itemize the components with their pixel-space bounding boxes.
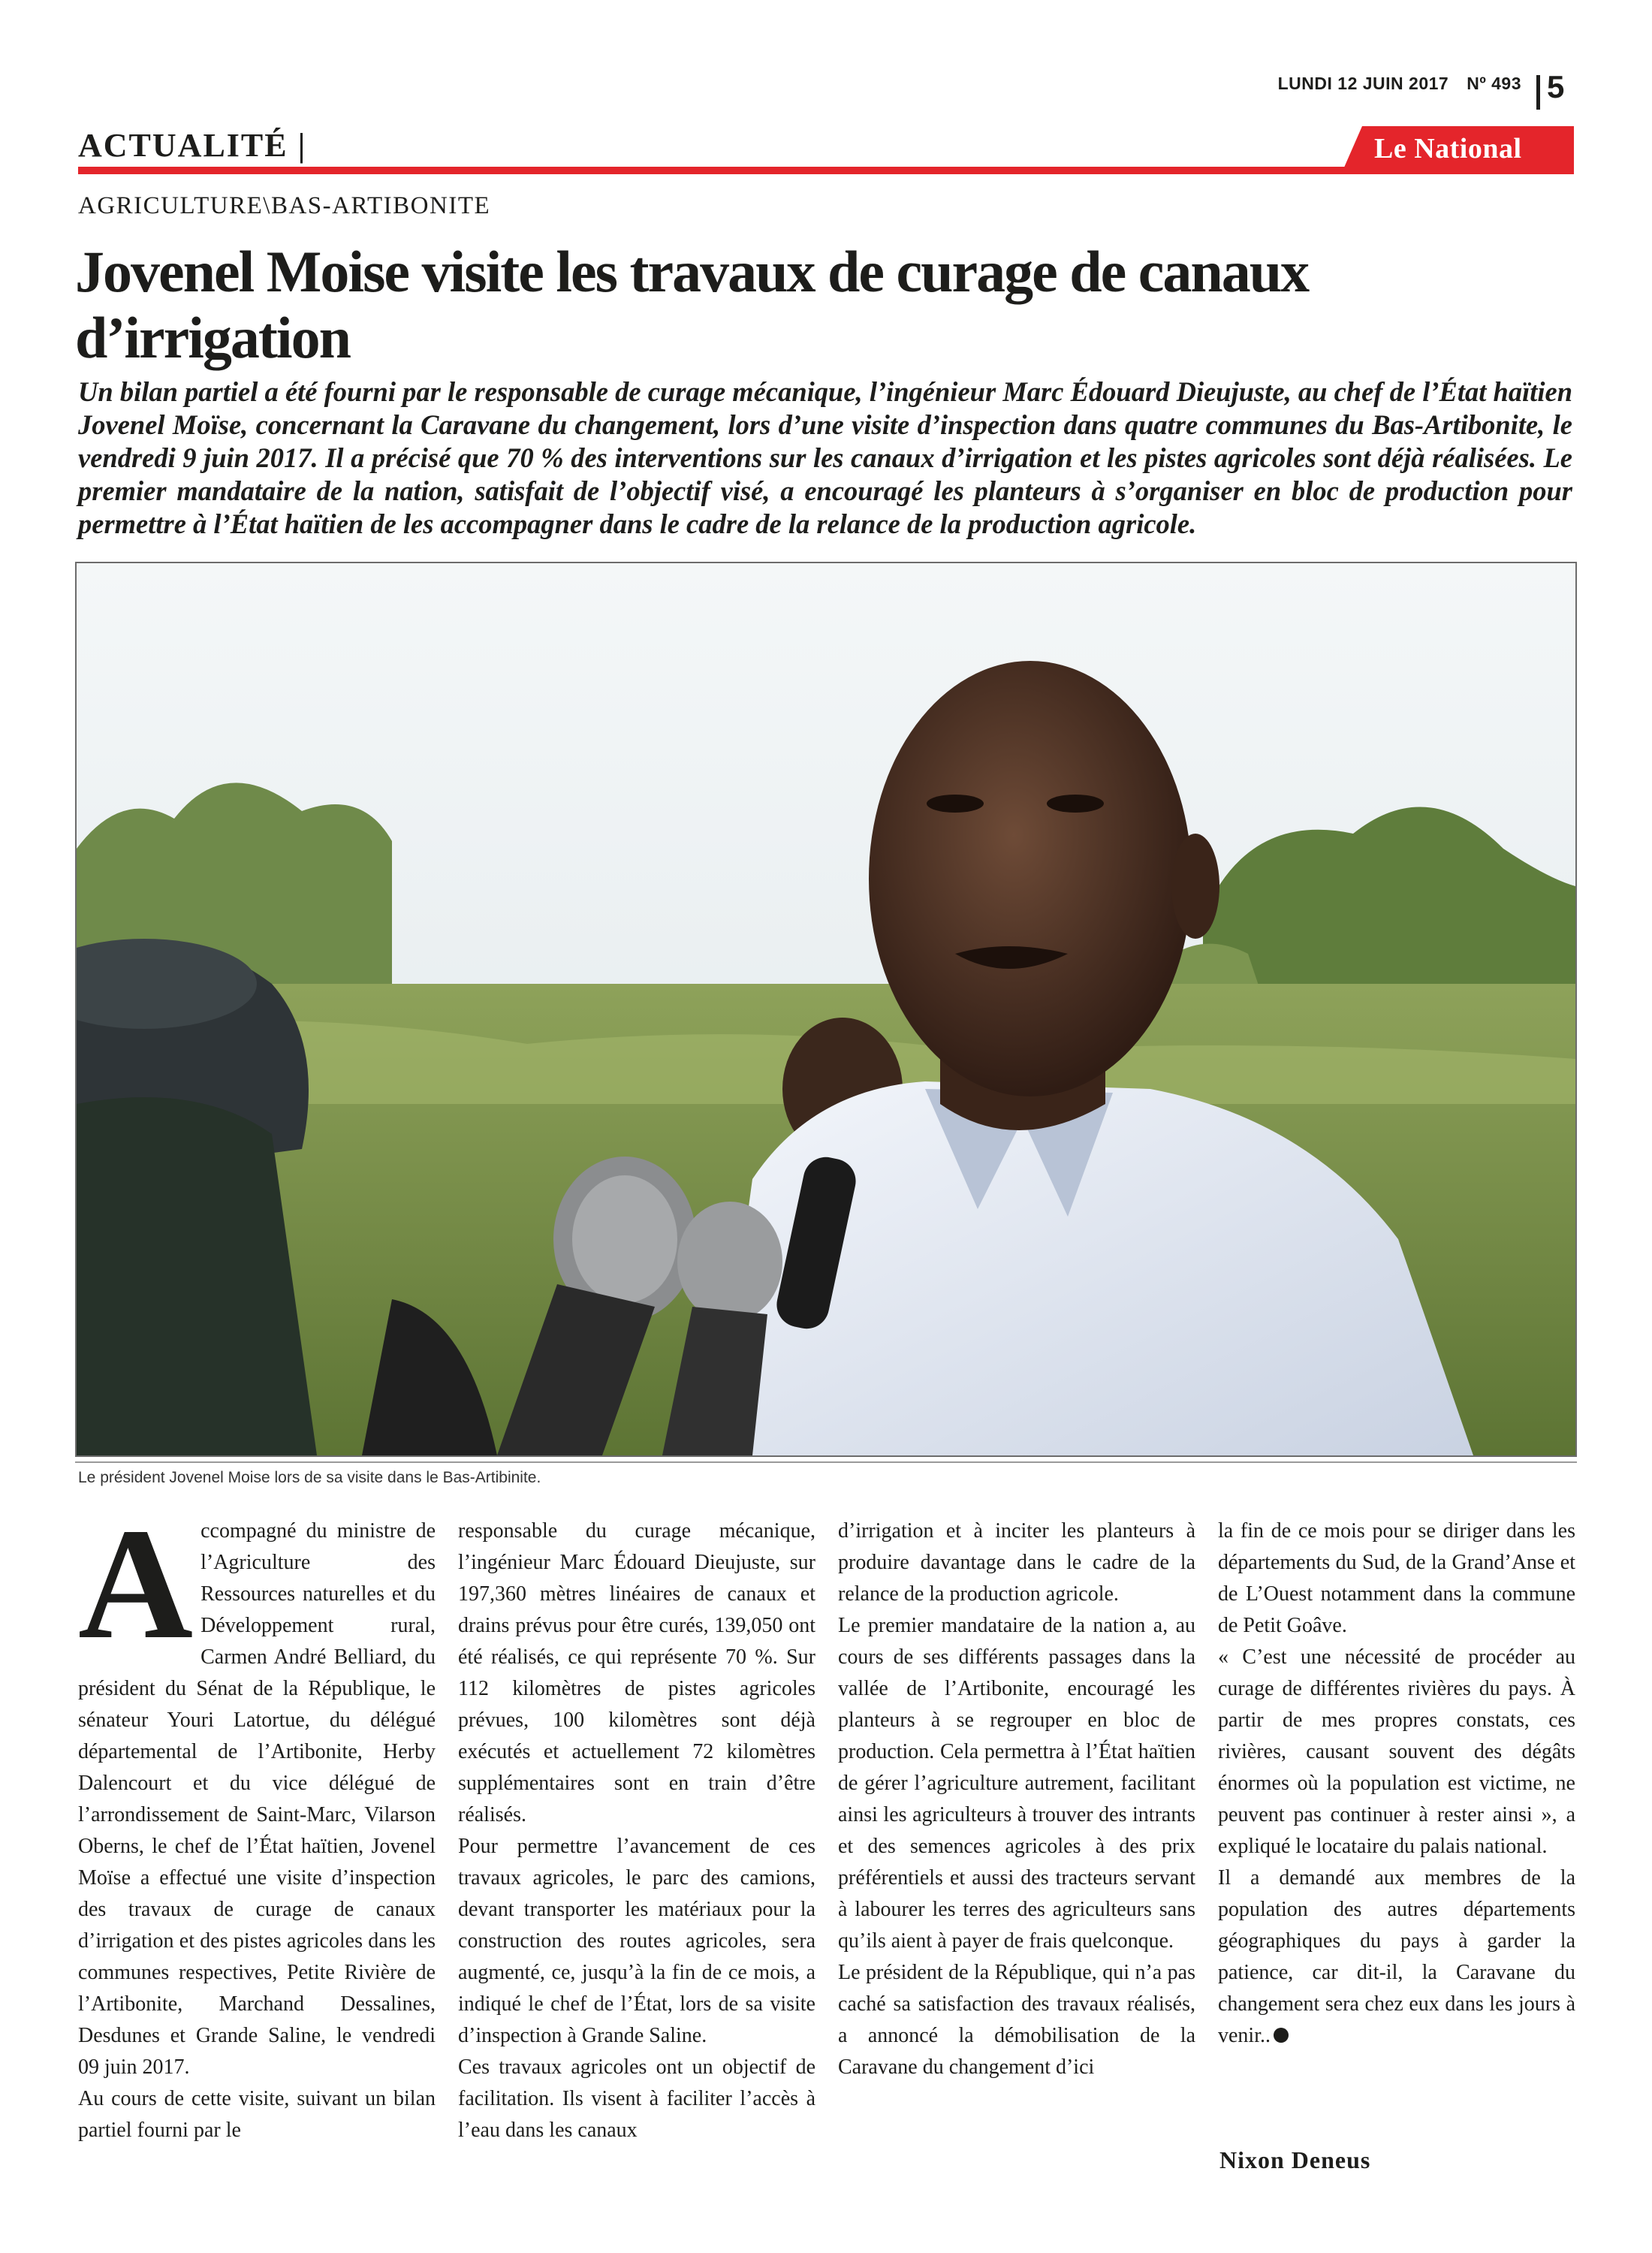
body-paragraph: Pour permettre l’avancement de ces travaux agricoles, le parc des camions, devant transporter les matériaux pour la construction des routes agricoles, sera augmenté, ce, jusqu’à la fin de ce mois, a indiqué le chef de l’État, lors de sa visite d’inspection à Grande Saline. [458, 1835, 815, 2047]
drop-cap: A [78, 1495, 194, 1672]
body-paragraph: « C’est une nécessité de procéder au curage de différentes rivières du pays. À partir de mes propres constats, ces rivières, causant souvent des dégâts énormes où la population est victime, ne peuvent pas continuer à rester ainsi », a expliqué le locataire du palais national. [1218, 1645, 1575, 1858]
body-paragraph: Le premier mandataire de la nation a, au cours de ses différents passages dans la vallée de l’Artibonite, encouragé les planteurs à se regrouper en bloc de production. Cela permettra à l’État haïtien de gérer l’agriculture autrement, facilitant ainsi les agriculteurs à trouver des intrants et des semences agricoles à des prix préférentiels et aussi des tracteurs servant à labourer les terres des agriculteurs sans qu’ils aient à payer de frais quelconque. [838, 1614, 1195, 1953]
body-paragraph: la fin de ce mois pour se diriger dans les départements du Sud, de la Grand’Anse et de L’Ouest notamment dans la commune de Petit Goâve. [1218, 1519, 1575, 1637]
issue-meta [1260, 74, 1521, 94]
article-lede: Un bilan partiel a été fourni par le responsable de curage mécanique, l’ingénieur Marc Édouard Dieujuste, au chef de l’État haïtien Jovenel Moïse, concernant la Caravane du changement, lors d’une visite d’inspection dans quatre communes du Bas-Artibonite, le vendredi 9 juin 2017. Il a précisé que 70 % des interventions sur les canaux d’irrigation et les pistes agricoles sont déjà réalisées. Le premier mandataire de la nation, satisfait de l’objectif visé, a encouragé les planteurs à s’organiser en bloc de production pour permettre à l’État haïtien de les accompagner dans le cadre de la relance de la production agricole. [78, 376, 1572, 539]
issue-number: Nº 493 [1467, 74, 1521, 93]
body-paragraph: responsable du curage mécanique, l’ingénieur Marc Édouard Dieujuste, sur 197,360 mètres linéaires de canaux et drains prévus pour être curés, 139,050 ont été réalisés, ce qui représente 70 %. Sur 112 kilomètres de pistes agricoles prévues, 100 kilomètres sont déjà exécutés et actuellement 72 kilomètres supplémentaires sont en train d’être réalisés. [458, 1519, 815, 1826]
newspaper-brand: Le National [1374, 133, 1522, 164]
article-headline: Jovenel Moise visite les travaux de curage de canaux d’irrigation [75, 239, 1309, 370]
body-paragraph: Ces travaux agricoles ont un objectif de facilitation. Ils visent à faciliter l’accès à l’eau dans les canaux [458, 2055, 815, 2142]
final-paragraph-text: Il a demandé aux membres de la population des autres départements géographiques du pays à garder la patience, car dit-il, la Caravane du changement sera chez eux dans les jours à venir.. [1218, 1866, 1575, 2047]
article-kicker: AGRICULTURE\BAS-ARTIBONITE [78, 192, 491, 219]
article-column-4 [1218, 1516, 1575, 2052]
end-mark-icon [1274, 2028, 1289, 2043]
article-photo [75, 562, 1577, 1457]
body-paragraph-final [1218, 1862, 1575, 2052]
article-column-2 [458, 1516, 815, 2146]
article-column-3 [838, 1516, 1195, 2083]
photo-caption: Le président Jovenel Moise lors de sa visite dans le Bas-Artibinite. [78, 1469, 541, 1486]
body-paragraph: d’irrigation et à inciter les planteurs à produire davantage dans le cadre de la relance de la production agricole. [838, 1519, 1195, 1606]
page-number-divider [1536, 75, 1540, 110]
page-number: 5 [1547, 69, 1565, 104]
body-paragraph: Le président de la République, qui n’a pas caché sa satisfaction des travaux réalisés, a annoncé la démobilisation de la Caravane du changement d’ici [838, 1961, 1195, 2079]
body-paragraph: Au cours de cette visite, suivant un bilan partiel fourni par le [78, 2087, 436, 2142]
caption-divider [75, 1461, 1577, 1463]
article-byline: Nixon Deneus [1219, 2146, 1371, 2173]
section-label: ACTUALITÉ | [78, 127, 307, 164]
body-paragraph: ccompagné du ministre de l’Agriculture des Ressources naturelles et du Développement rural, Carmen André Belliard, du président du Sénat de la République, le sénateur Youri Latortue, du délégué départemental de l’Artibonite, Herby Dalencourt et du vice délégué de l’arrondissement de Saint-Marc, Vilarson Oberns, le chef de l’État haïtien, Jovenel Moïse a effectué une visite d’inspection des travaux de curage de canaux d’irrigation et des pistes agricoles dans les communes respectives, Petite Rivière de l’Artibonite, Marchand Dessalines, Desdunes et Grande Saline, le vendredi 09 juin 2017. [78, 1519, 436, 2079]
issue-date: LUNDI 12 JUIN 2017 [1277, 74, 1449, 93]
article-column-1 [78, 1495, 436, 2146]
